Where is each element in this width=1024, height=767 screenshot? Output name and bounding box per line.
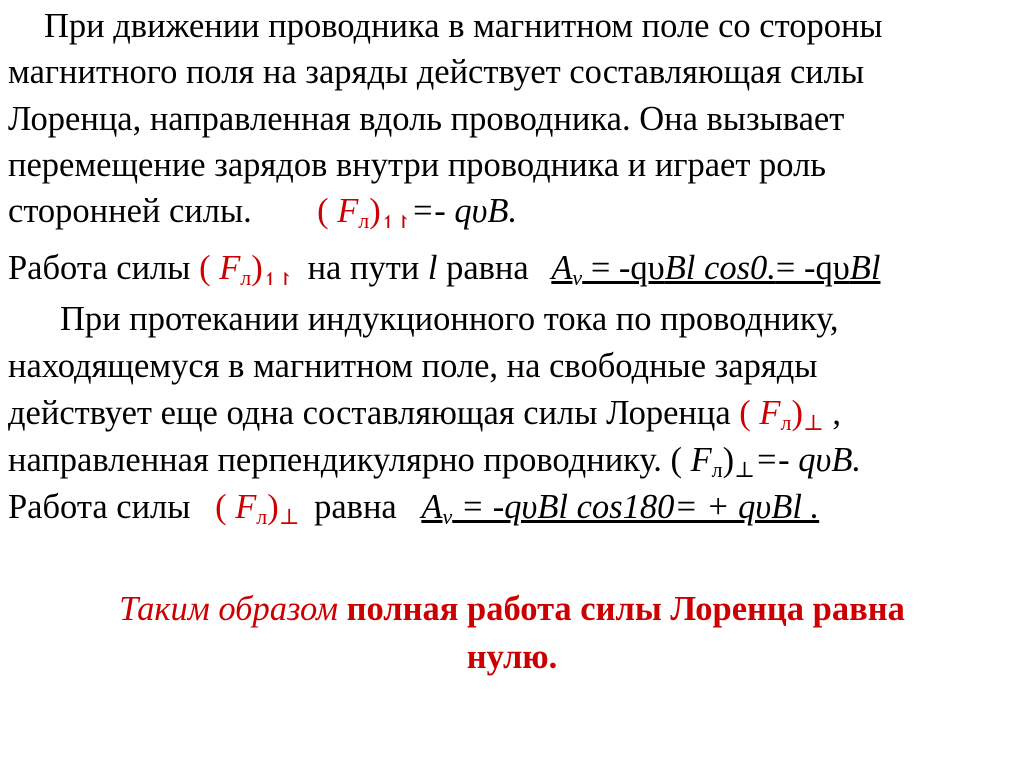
work-label: Работа силы <box>8 249 191 287</box>
lorentz-force-perp <box>739 394 824 435</box>
lorentz-force-perp-2 <box>215 488 300 529</box>
conclusion-bold: полная работа силы Лоренца равна <box>346 590 905 628</box>
force-formula: =- qυB. <box>754 441 862 479</box>
perpendicular-icon: ⊥ <box>802 410 824 435</box>
perpendicular-icon: ⊥ <box>734 457 755 482</box>
force-open: ( F <box>317 192 359 230</box>
force-subscript: л <box>711 457 723 482</box>
formula-part1: = -qυ <box>582 249 665 287</box>
work-subscript: v <box>572 265 583 290</box>
para3-line1: При протекании индукционного тока по проводнику, <box>60 300 839 338</box>
force-subscript: л <box>240 265 252 290</box>
force-close: ) <box>267 488 279 526</box>
para1-line5 <box>8 188 517 234</box>
formula-part2: Bl cos0. <box>664 249 776 287</box>
work-perp-line <box>8 484 819 530</box>
work-parallel-line <box>8 245 880 291</box>
work-formula <box>551 249 881 290</box>
force-close: ) <box>722 441 735 479</box>
work-var: A <box>421 488 443 526</box>
force-subscript: л <box>358 208 370 233</box>
perpendicular-icon: ⊥ <box>278 504 300 529</box>
formula-part4: Bl <box>849 249 881 287</box>
force-close: ) <box>791 394 803 432</box>
parallel-arrows-icon: ↿↾ <box>262 269 293 289</box>
force-close: ) <box>251 249 263 287</box>
para1-line1: При движении проводника в магнитном поле со стороны <box>44 7 883 45</box>
comma: , <box>823 394 841 432</box>
work-subscript: v <box>442 504 453 529</box>
force-close: ) <box>369 192 381 230</box>
conclusion-italic: Таким образом <box>119 590 338 628</box>
lorentz-force-parallel <box>317 192 411 233</box>
force-subscript: л <box>780 410 792 435</box>
force-subscript: л <box>256 504 268 529</box>
para3-line4 <box>8 437 861 483</box>
para1-line5-text: сторонней силы. <box>8 192 252 230</box>
equals-label: равна <box>314 488 397 526</box>
force-open: ( F <box>739 394 781 432</box>
conclusion-line2: нулю. <box>466 638 558 676</box>
para3-line2: находящемуся в магнитном поле, на свободные заряды <box>8 347 818 385</box>
formula-part3: = -qυ <box>775 249 850 287</box>
para1-line4: перемещение зарядов внутри проводника и играет роль <box>8 146 827 184</box>
work-formula <box>421 488 820 529</box>
path-label: на пути <box>307 249 420 287</box>
para1-line2: магнитного поля на заряды действует составляющая силы <box>8 53 865 91</box>
para3-line3 <box>8 390 841 436</box>
force-open: ( F <box>199 249 241 287</box>
formula-text: = -qυBl cos180= + qυBl . <box>452 488 820 526</box>
conclusion-line1 <box>0 586 1024 632</box>
lorentz-force-parallel-2 <box>199 249 293 290</box>
force-open: ( F <box>215 488 257 526</box>
parallel-arrows-icon: ↿↾ <box>380 212 411 232</box>
work-var: A <box>551 249 573 287</box>
length-var: l <box>427 249 438 287</box>
para1-line3: Лоренца, направленная вдоль проводника. Она вызывает <box>8 100 845 138</box>
equals-label: равна <box>446 249 529 287</box>
para3-line3-text: действует еще одна составляющая силы Лоренца <box>8 394 731 432</box>
force-formula: =- qυB. <box>410 192 518 230</box>
para3-line4-text: направленная перпендикулярно проводнику. ( F <box>8 441 712 479</box>
work-label: Работа силы <box>8 488 191 526</box>
